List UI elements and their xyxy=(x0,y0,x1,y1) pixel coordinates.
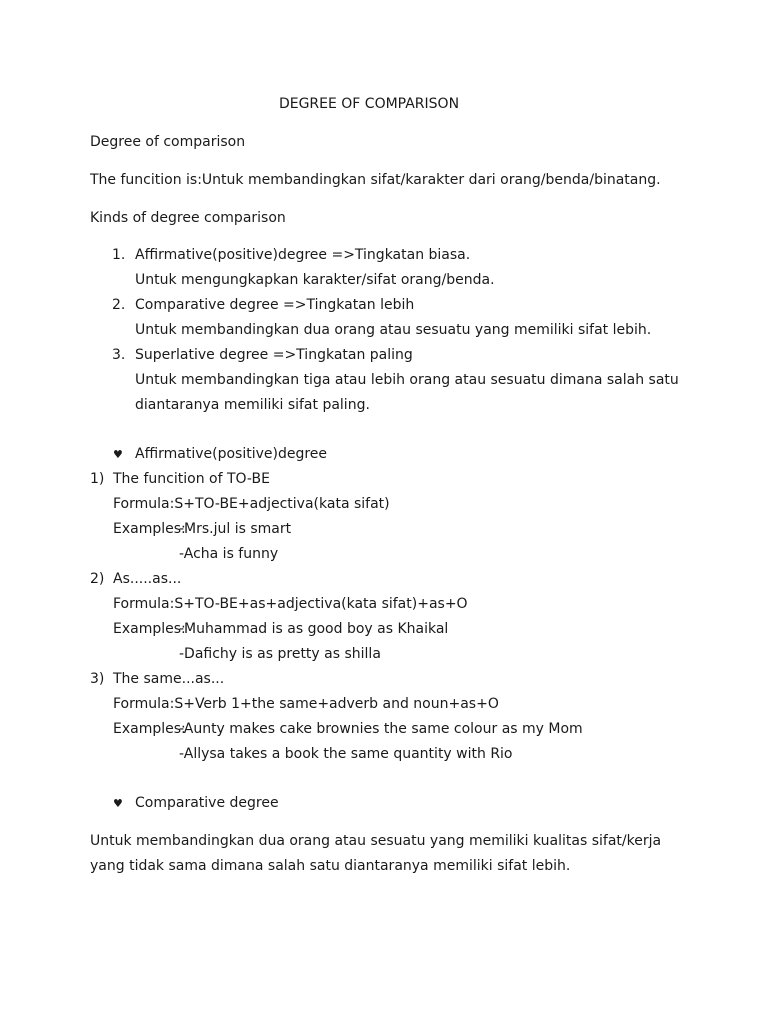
example-line: -Dafichy is as pretty as shilla xyxy=(179,646,381,662)
kind-number: 2. xyxy=(112,297,126,313)
item-title: The funcition of TO-BE xyxy=(113,471,270,487)
item-formula: Formula:S+TO-BE+as+adjectiva(kata sifat)+as+O xyxy=(113,596,468,612)
kind-name: Affirmative(positive)degree =>Tingkatan biasa. xyxy=(135,247,471,263)
example-line: -Muhammad is as good boy as Khaikal xyxy=(179,621,449,637)
kind-description: Untuk membandingkan tiga atau lebih orang atau sesuatu dimana salah satu xyxy=(135,372,679,388)
item-number: 2) xyxy=(90,571,105,587)
affirmative-heading: Affirmative(positive)degree xyxy=(135,446,328,462)
document-title: DEGREE OF COMPARISON xyxy=(278,96,460,112)
example-line: -Acha is funny xyxy=(179,546,279,562)
kinds-heading: Kinds of degree comparison xyxy=(90,210,286,226)
examples-label: Examples: xyxy=(113,521,186,537)
example-line: -Mrs.jul is smart xyxy=(179,521,292,537)
example-line: -Allysa takes a book the same quantity with Rio xyxy=(179,746,513,762)
comparative-paragraph-line: Untuk membandingkan dua orang atau sesuatu yang memiliki kualitas sifat/kerja xyxy=(90,833,662,849)
item-number: 3) xyxy=(90,671,105,687)
kind-name: Comparative degree =>Tingkatan lebih xyxy=(135,297,415,313)
item-formula: Formula:S+Verb 1+the same+adverb and noun+as+O xyxy=(113,696,499,712)
kind-description: Untuk mengungkapkan karakter/sifat orang/benda. xyxy=(135,272,495,288)
item-number: 1) xyxy=(90,471,105,487)
function-line: The funcition is:Untuk membandingkan sifat/karakter dari orang/benda/binatang. xyxy=(90,172,661,188)
item-formula: Formula:S+TO-BE+adjectiva(kata sifat) xyxy=(113,496,390,512)
heart-bullet-icon: ♥ xyxy=(113,797,123,810)
kind-description: diantaranya memiliki sifat paling. xyxy=(135,397,370,413)
kind-name: Superlative degree =>Tingkatan paling xyxy=(135,347,413,363)
item-title: The same...as... xyxy=(113,671,225,687)
comparative-paragraph-line: yang tidak sama dimana salah satu diantaranya memiliki sifat lebih. xyxy=(90,858,571,874)
item-title: As.....as... xyxy=(113,571,182,587)
comparative-heading: Comparative degree xyxy=(135,795,279,811)
kind-description: Untuk membandingkan dua orang atau sesuatu yang memiliki sifat lebih. xyxy=(135,322,652,338)
section-heading: Degree of comparison xyxy=(90,134,246,150)
examples-label: Examples: xyxy=(113,621,186,637)
example-line: -Aunty makes cake brownies the same colour as my Mom xyxy=(179,721,583,737)
heart-bullet-icon: ♥ xyxy=(113,448,123,461)
kind-number: 3. xyxy=(112,347,126,363)
examples-label: Examples: xyxy=(113,721,186,737)
kind-number: 1. xyxy=(112,247,126,263)
